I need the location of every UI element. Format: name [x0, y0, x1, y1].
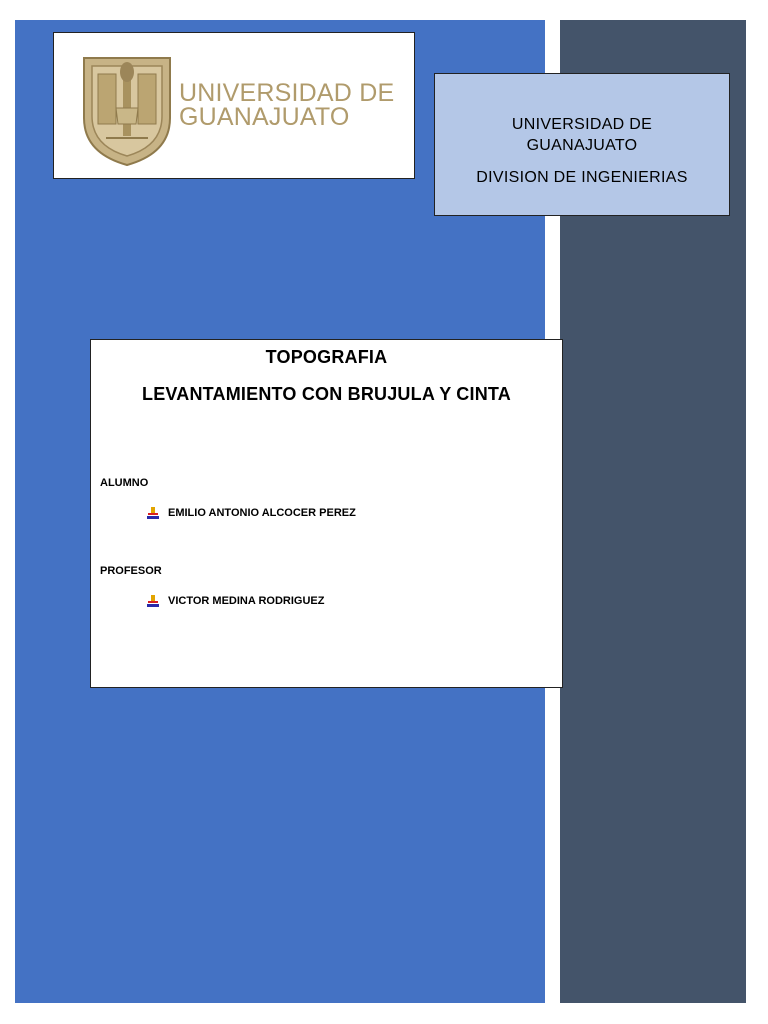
professor-label: PROFESOR [100, 565, 162, 577]
university-name-line-2: GUANAJUATO [526, 137, 638, 154]
professor-name: VICTOR MEDINA RODRIGUEZ [168, 595, 325, 607]
professor-item [147, 595, 324, 607]
logo-name-line-2: GUANAJUATO [179, 103, 350, 131]
institution-info-box [434, 73, 730, 216]
university-crest-icon [78, 48, 176, 168]
work-title: LEVANTAMIENTO CON BRUJULA Y CINTA [142, 384, 511, 404]
arrow-bullet-icon [147, 595, 159, 607]
arrow-bullet-icon [147, 507, 159, 519]
student-label: ALUMNO [100, 477, 149, 489]
division-name: DIVISION DE INGENIERIAS [476, 169, 688, 186]
university-name-line-1: UNIVERSIDAD DE [511, 116, 653, 133]
university-logo-wordmark [179, 81, 394, 129]
university-name [435, 114, 729, 156]
student-name: EMILIO ANTONIO ALCOCER PEREZ [168, 507, 356, 519]
student-item [147, 507, 356, 519]
logo-name-line-1: UNIVERSIDAD DE [179, 79, 395, 107]
subject-title: TOPOGRAFIA [265, 347, 388, 367]
university-logo-box [53, 32, 415, 179]
title-block [90, 339, 563, 688]
